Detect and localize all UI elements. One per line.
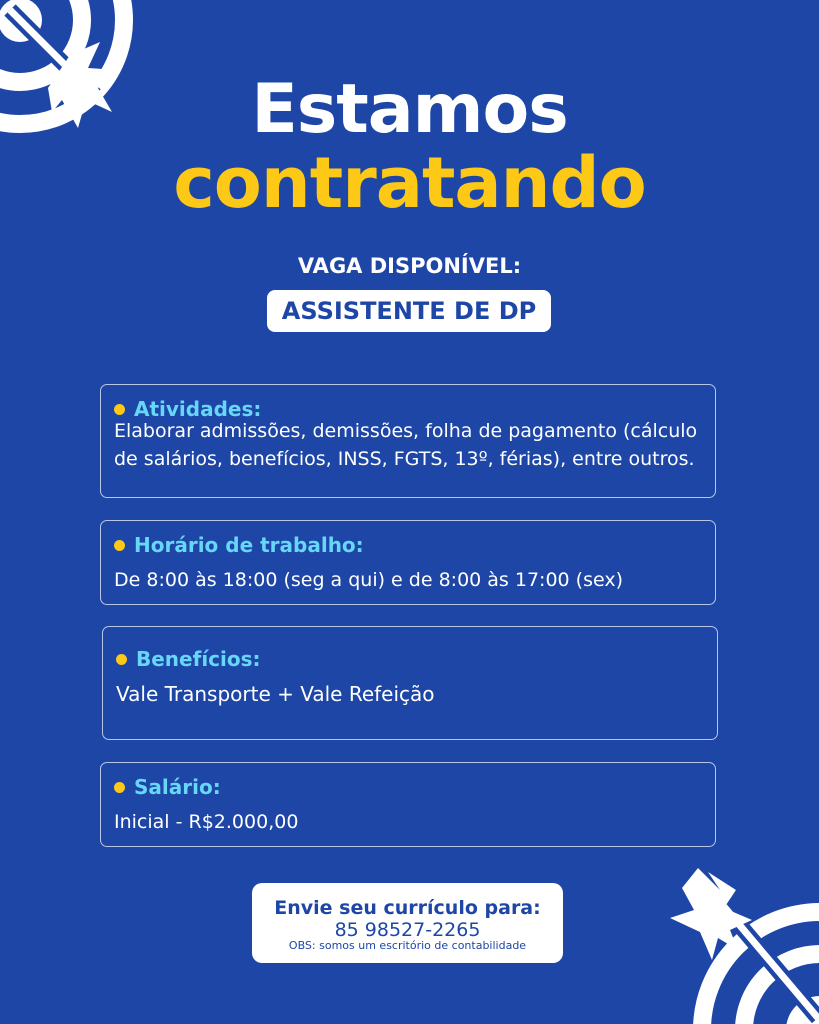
target-arrow-icon [660,860,819,1024]
card-title: Horário de trabalho: [134,533,364,557]
card-horario [100,520,716,605]
card-salario [100,762,716,847]
contact-phone[interactable]: 85 98527-2265 [334,919,481,941]
card-title: Atividades: [134,397,262,421]
card-text: Inicial - R$2.000,00 [114,811,299,833]
contact-box [252,883,563,963]
bullet-icon [114,782,125,793]
card-atividades [100,384,716,498]
vaga-label: VAGA DISPONÍVEL: [297,254,522,278]
card-text: Elaborar admissões, demissões, folha de pagamento (cálculo de salários, benefícios, INSS, FGTS, 13º, férias), entre outros. [114,420,698,470]
vaga-title: ASSISTENTE DE DP [281,297,537,325]
headline-line-2: contratando [173,142,646,224]
contact-note: OBS: somos um escritório de contabilidade [288,939,527,952]
contact-title: Envie seu currículo para: [274,897,541,919]
card-text: De 8:00 às 18:00 (seg a qui) e de 8:00 às 17:00 (sex) [114,569,623,591]
card-title: Salário: [134,775,221,799]
vaga-title-pill [267,290,551,332]
card-text: Vale Transporte + Vale Refeição [116,682,435,706]
bullet-icon [114,404,125,415]
bullet-icon [114,540,125,551]
card-title: Benefícios: [136,647,261,671]
bullet-icon [116,654,127,665]
headline-line-1: Estamos [251,70,568,149]
card-beneficios [102,626,718,740]
